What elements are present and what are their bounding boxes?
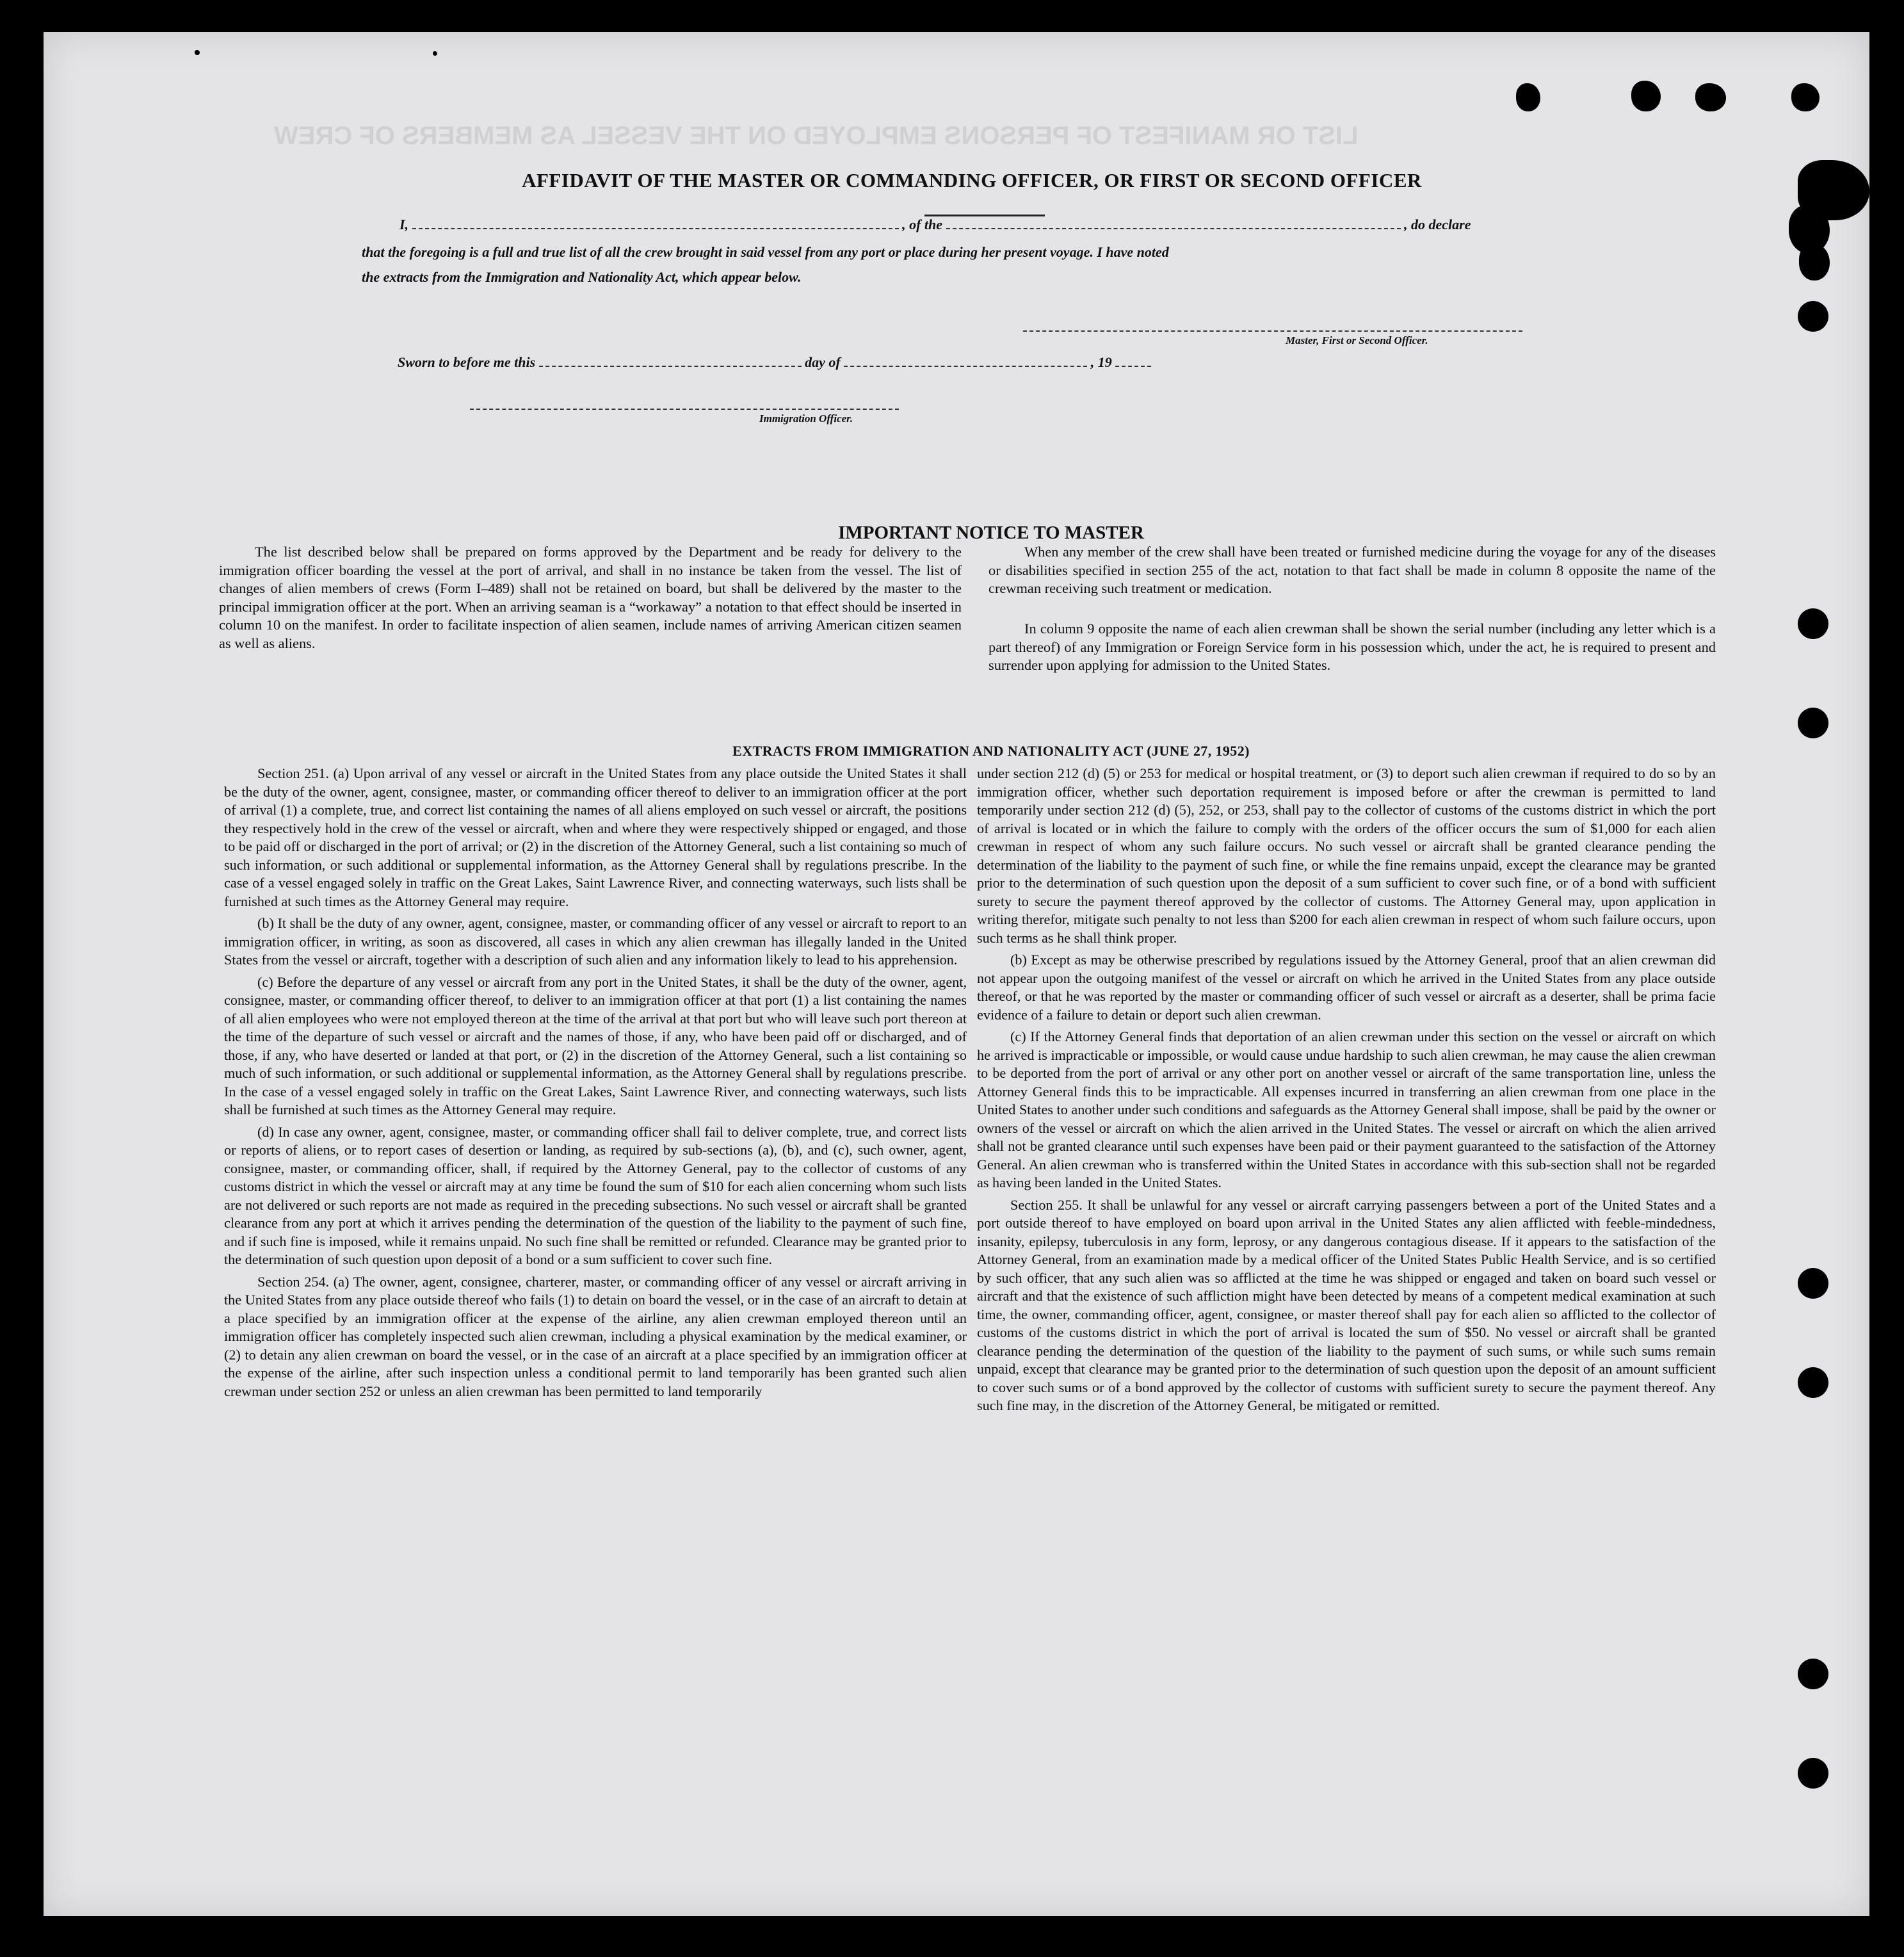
extracts-left-column xyxy=(224,765,967,1401)
affidavit-line-1 xyxy=(399,216,1471,233)
sworn-label: Sworn to before me this xyxy=(398,354,536,370)
day-of-label: day of xyxy=(805,354,841,370)
section-254-b: (b) Except as may be otherwise prescribed by regulations issued by the Attorney General, proof that an alien crewman did not appear upon the outgoing manifest of the vessel or aircraft on which he arrived in the United States from any place outside thereof, or that he was reported by the master or commanding officer of such vessel or aircraft as a deserter, shall be prima facie evidence of a failure to detain or deport such alien crewman. xyxy=(977,952,1716,1023)
section-251-a: Section 251. (a) Upon arrival of any vessel or aircraft in the United States from any place outside the United States it shall be the duty of the owner, agent, consignee, master, or commanding officer thereof to deliver to an immigration officer at the port of arrival (1) a complete, true, and correct list containing the names of all aliens employed on such vessel or aircraft, the positions they respectively hold in the crew of the vessel or aircraft, when and where they were respectively shipped or engaged, and those to be paid off or discharged in the port of arrival; or (2) in the discretion of the Attorney General, such a list containing so much of such information, or such additional or supplemental information, as the Attorney General shall by regulations prescribe. In the case of a vessel engaged solely in traffic on the Great Lakes, Saint Lawrence River, and connecting waterways, such lists shall be furnished at such times as the Attorney General may require. xyxy=(224,765,967,909)
section-251-d: (d) In case any owner, agent, consignee, master, or commanding officer shall fail to deliver complete, true, and correct lists or reports of aliens, or to report cases of desertion or landing, as required by sub-sections (a), (b), and (c), such owner, agent, consignee, master, or commanding officer, shall, if required by the Attorney General, pay to the collector of customs of any customs district in which the vessel or aircraft may at any time be found the sum of $10 for each alien concerning whom such lists are not delivered or such reports are not made as required in the preceding subsections. No such vessel or aircraft shall be granted clearance from any port at which it arrives pending the determination of the question of the liability to the payment of such fine, and if such fine is imposed, while it remains unpaid. No such fine shall be remitted or refunded. Clearance may be granted prior to the determination of such question upon deposit of a bond or a sum sufficient to cover such fine. xyxy=(224,1123,967,1267)
bleed-through-header: LIST OR MANIFEST OF PERSONS EMPLOYED ON THE VESSEL AS MEMBERS OF CREW xyxy=(274,122,1359,150)
affidavit-title: AFFIDAVIT OF THE MASTER OR COMMANDING OFFICER, OR FIRST OR SECOND OFFICER xyxy=(522,169,1422,191)
i-label: I, xyxy=(399,216,409,232)
section-254-a-cont: under section 212 (d) (5) or 253 for medical or hospital treatment, or (3) to deport such alien crewman if required to do so by an immigration officer, whether such deportation requirement is imposed before or after the crewman is permitted to land temporarily under section 212 (d) (5), 252, or 253, shall pay to the collector of customs of the customs district in which the port of arrival is located or in which the failure to comply with the orders of the officer occurs the sum of $1,000 for each alien crewman in respect of whom any such failure occurs. No such vessel or aircraft shall be granted clearance pending the determination of the liability to the payment of such fine, or while the fine remains unpaid, except the clearance may be granted prior to the determination of such question upon the deposit of a sum sufficient to cover such fine, or of a bond with sufficient surety to secure the payment thereof approved by the collector of customs. The Attorney General may, upon application in writing therefor, mitigate such penalty to not less than $200 for each alien crewman in respect of whom such failure occurs, upon such terms as he shall think proper. xyxy=(977,765,1716,946)
sworn-year-field[interactable] xyxy=(1115,354,1151,367)
sworn-month-field[interactable] xyxy=(844,354,1087,367)
section-254-c: (c) If the Attorney General finds that deportation of an alien crewman under this section on the vessel or aircraft on which he arrived is impracticable or impossible, or would cause undue hardship to such alien crewman, he may cause the alien crewman to be deported from the port of arrival or any other port on another vessel or aircraft of the same transportation line, unless the Attorney General finds this to be impracticable. All expenses incurred in transferring an alien crewman from one place in the United States to another under such conditions and safeguards as the Attorney General shall impose, shall be paid by the owner or owners of the vessel or aircraft on which the alien arrived in the United States. The vessel or aircraft on which the alien arrived shall not be granted clearance until such expenses have been paid or their payment guaranteed to the satisfaction of the Attorney General. An alien crewman who is transferred within the United States in accordance with this sub-section shall not be regarded as having been landed in the United States. xyxy=(977,1028,1716,1190)
form-content xyxy=(44,32,1869,1916)
master-signature-field[interactable] xyxy=(1023,319,1522,332)
sworn-line xyxy=(398,354,1151,371)
do-declare-label: , do declare xyxy=(1404,216,1471,232)
section-251-b: (b) It shall be the duty of any owner, agent, consignee, master, or commanding officer of any vessel or aircraft to report to an immigration officer, in writing, as soon as discovered, all cases in which any alien crewman has illegally landed in the United States from the vessel or aircraft, together with a description of such alien and any information likely to lead to his apprehension. xyxy=(224,915,967,968)
master-caption: Master, First or Second Officer. xyxy=(1286,334,1428,346)
master-name-field[interactable] xyxy=(412,216,899,229)
vessel-name-field[interactable] xyxy=(946,216,1401,229)
notice-left-paragraph: The list described below shall be prepared on forms approved by the Department and be ready for delivery to the immigration officer boarding the vessel at the port of arrival, and shall in no instance be taken from the vessel. The list of changes of alien members of crews (Form I–489) shall not be retained on board, but shall be delivered by the master to the principal immigration officer at the port. When an arriving seaman is a “workaway” a notation to that effect should be inserted in column 10 on the manifest. In order to facilitate inspection of alien seamen, include names of arriving American citizen seamen as well as aliens. xyxy=(219,544,962,651)
of-the-label: , of the xyxy=(902,216,943,232)
extracts-title: EXTRACTS FROM IMMIGRATION AND NATIONALITY ACT (JUNE 27, 1952) xyxy=(732,743,1250,759)
notice-right-paragraph-2: In column 9 opposite the name of each alien crewman shall be shown the serial number (including any letter which is a part thereof) of any Immigration or Foreign Service form in his possession which, under the act, he is required to present and surrender upon applying for admission to the United States. xyxy=(988,621,1716,674)
affidavit-line-3: the extracts from the Immigration and Nationality Act, which appear below. xyxy=(362,269,802,285)
section-255: Section 255. It shall be unlawful for any vessel or aircraft carrying passengers between a port of the United States and a port outside thereof to have employed on board upon arrival in the United States any alien afflicted with feeble-mindedness, insanity, epilepsy, tuberculosis in any form, leprosy, or any dangerous contagious disease. If it appears to the satisfaction of the Attorney General, from an examination made by a medical officer of the United States Public Health Service, and is so certified by such officer, that any such alien was so afflicted at the time he was shipped or engaged and taken on board such vessel or aircraft and that the existence of such affliction might have been detected by means of a competent medical examination at such time, the owner, commanding officer, agent, consignee, or master thereof shall pay for each alien so afflicted to the collector of customs of the customs district in which the port of arrival is located the sum of $50. No vessel or aircraft shall be granted clearance pending the determination of the question of the liability to the payment of such sums, or while such sums remain unpaid, except that clearance may be granted prior to the determination of such question upon the deposit of an amount sufficient to cover such sums or of a bond approved by the collector of customs with sufficient surety to secure the payment thereof. Any such fine may, in the discretion of the Attorney General, be mitigated or remitted. xyxy=(977,1196,1716,1413)
year-prefix: , 19 xyxy=(1090,354,1112,370)
section-251-c: (c) Before the departure of any vessel or aircraft from any port in the United States, it shall be the duty of the owner, agent, consignee, master, or commanding officer thereof, to deliver to an immigration officer at that port (1) a list containing the names of all alien employees who were not employed thereon at the time of the arrival at that port but who will leave such port thereon at the time of the departure of such vessel or aircraft and the names of those, if any, who have been paid off or discharged, and of those, if any, who have deserted or landed at that port, or (2) in the discretion of the Attorney General, such a list containing so much of such information, or such additional or supplemental information, as the Attorney General shall by regulations prescribe. In the case of a vessel engaged solely in traffic on the Great Lakes, Saint Lawrence River, and connecting waterways, such lists shall be furnished at such times as the Attorney General may require. xyxy=(224,973,967,1117)
extracts-right-column xyxy=(977,765,1716,1419)
sworn-day-field[interactable] xyxy=(539,354,802,367)
immigration-officer-signature-field[interactable] xyxy=(470,397,899,410)
affidavit-line-2: that the foregoing is a full and true list of all the crew brought in said vessel from any port or place during her present voyage. I have noted xyxy=(362,244,1169,260)
notice-title: IMPORTANT NOTICE TO MASTER xyxy=(838,523,1144,543)
section-254-a: Section 254. (a) The owner, agent, consignee, charterer, master, or commanding officer of any vessel or aircraft arriving in the United States from any place outside thereof who fails (1) to detain on board the vessel, or in the case of an aircraft to detain at a place specified by an immigration officer at the expense of the airline, any alien crewman employed thereon until an immigration officer has completely inspected such alien crewman, including a physical examination by the medical examiner, or (2) to detain any alien crewman on board the vessel, or in the case of an aircraft at a place specified by an immigration officer at the expense of the airline, after such inspection unless a conditional permit to land temporarily has been granted such alien crewman under section 252 or unless an alien crewman has been permitted to land temporarily xyxy=(224,1273,967,1399)
officer-caption: Immigration Officer. xyxy=(759,412,853,425)
notice-right-paragraph-1: When any member of the crew shall have been treated or furnished medicine during the voyage for any of the diseases or disabilities specified in section 255 of the act, notation to that fact shall be made in column 8 opposite the name of the crewman receiving such treatment or medication. xyxy=(988,544,1716,597)
document-page xyxy=(44,32,1869,1916)
